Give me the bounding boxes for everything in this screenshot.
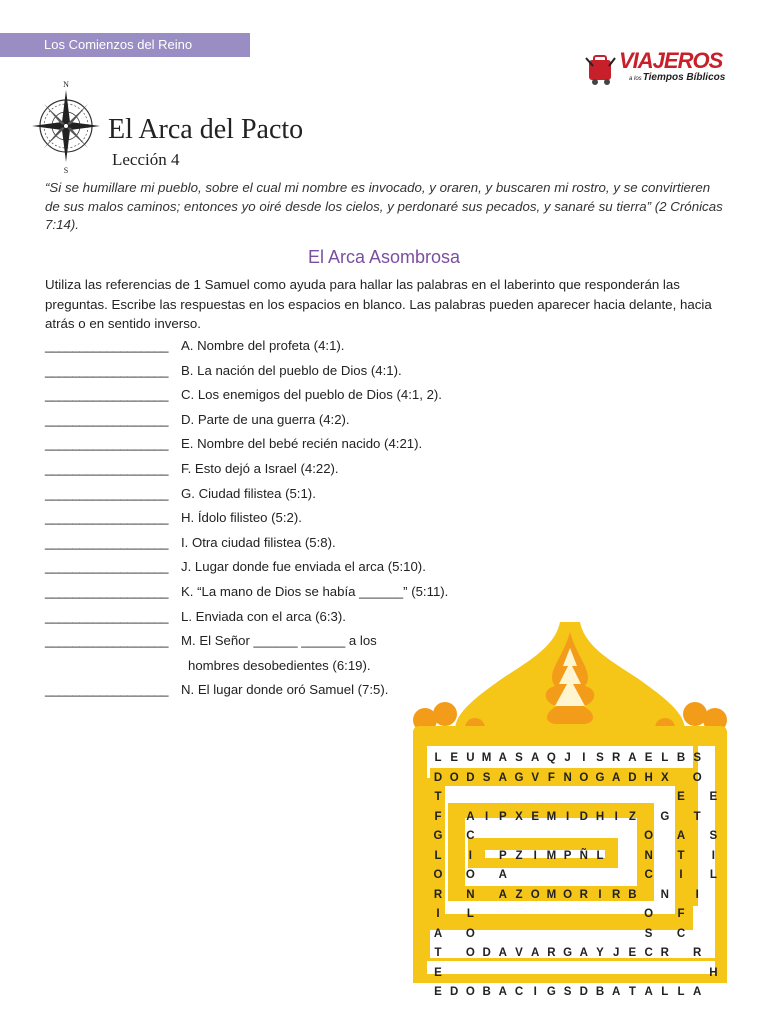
maze-letter: G [514,771,524,784]
maze-letter: A [693,986,702,998]
maze-letter: Y [596,947,604,959]
maze-letter: Ñ [579,849,588,862]
maze-letter: O [530,888,540,901]
maze-letter: C [644,869,653,881]
maze-letter: A [498,986,507,998]
maze-letter: N [660,888,669,901]
maze-letter: I [468,849,472,862]
maze-letter: A [498,869,507,881]
maze-row [429,886,711,906]
question-text: J. Lugar donde fue enviada el arca (5:10). [181,559,426,575]
maze-letter: O [644,830,654,842]
maze-letter: D [579,986,588,998]
maze-letter: M [546,849,557,862]
maze-letter: Z [628,810,636,823]
series-tab: Los Comienzos del Reino [0,33,250,57]
maze-letter: R [693,947,702,959]
maze-letter: L [709,869,717,881]
maze-letter: A [531,752,540,764]
logo [583,48,743,88]
answer-blank[interactable]: __________________ [45,510,169,526]
question-text: E. Nombre del bebé recién nacido (4:21). [181,436,423,452]
activity-title: El Arca Asombrosa [307,247,461,267]
maze-letter: T [693,810,701,823]
question-text: D. Parte de una guerra (4:2). [181,411,350,427]
maze-letter: S [644,927,653,940]
maze-row [429,847,715,867]
maze-letter: A [498,752,507,764]
question-text: F. Esto dejó a Israel (4:22). [181,460,339,476]
maze-letter: V [531,771,540,784]
answer-blank[interactable]: __________________ [45,485,169,501]
maze-letter: S [709,830,718,842]
maze-row [429,983,711,1003]
maze-letter: A [498,888,507,901]
maze-letter: A [579,947,588,959]
maze-row [429,808,711,828]
maze-letter: R [433,888,443,901]
maze-letter: Q [546,752,556,764]
question-item [45,580,505,605]
maze-letter: R [547,947,556,959]
maze-letter: T [434,947,442,959]
maze-letter: O [465,947,475,959]
maze-letter: X [660,771,669,784]
question-text: L. Enviada con el arca (6:3). [181,608,346,624]
maze-letter: U [466,752,475,764]
compass-rose-icon [30,78,102,174]
maze-letter: A [628,752,637,764]
question-item [45,555,505,580]
maze-row [429,788,718,808]
maze-letter: E [531,810,540,823]
maze-letter: D [579,810,588,823]
maze-letter: E [450,752,459,764]
scripture-quote: “Si se humillare mi pueblo, sobre el cual mi nombre es invocado, y oraren, y buscaren mi rostro, y se convirtieren de sus malos caminos; entonces yo oiré desde los cielos, y perdonaré sus pecados, y sanaré su tierra” (2 Crónicas 7:14). [45,180,723,232]
maze-letter: N [466,888,475,901]
maze-letter: B [676,752,686,764]
maze-letter: P [563,849,572,862]
maze-letter: F [547,771,555,784]
maze-letter: J [612,947,620,959]
maze-letter: O [579,771,589,784]
maze-letter: G [433,830,443,842]
answer-blank[interactable]: __________________ [45,583,169,599]
maze-letter: L [466,908,474,920]
maze-row [429,925,711,945]
answer-blank[interactable]: __________________ [45,460,169,476]
maze-letter: D [433,771,443,784]
maze-letter: M [546,888,557,901]
maze-letter: L [434,752,442,764]
maze-letter: E [709,791,718,803]
question-text: B. La nación del pueblo de Dios (4:1). [181,362,402,378]
maze-letter: A [676,830,686,842]
maze-letter: R [612,752,621,764]
logo-subtitle: a losTiempos Bíblicos [629,72,726,83]
activity-instructions: Utiliza las referencias de 1 Samuel como ayuda para hallar las palabras en el laberinto que responderán las preguntas. Escribe las respuestas en los espacios en blanco. Las palabras pueden aparecer hacia delante, hacia atrás o en sentido inverso. [45,277,712,331]
maze-letter: A [612,771,621,784]
maze-letter: G [563,947,573,959]
maze-letter: B [595,986,605,998]
maze-row [429,944,711,964]
maze-letter: C [676,927,686,940]
maze-letter: A [498,947,507,959]
traveler-logo-icon [583,52,619,86]
maze-letter: C [644,947,653,959]
maze-letter: I [436,908,440,920]
maze-letter: D [628,771,637,784]
maze-letter: A [531,947,540,959]
logo-title: VIAJEROS [619,48,723,73]
maze-letter: A [612,986,621,998]
maze-letter: G [546,986,556,998]
compass-north-label: N [63,80,69,89]
maze-letter: D [466,771,475,784]
maze-letter: R [612,888,621,901]
question-item [45,334,505,359]
question-item [45,432,505,457]
word-maze [429,749,718,1003]
maze-letter: B [482,986,491,998]
maze-letter: E [434,986,442,998]
maze-row [429,769,711,789]
maze-row [429,866,717,886]
maze-letter: O [465,986,475,998]
maze-row [429,827,718,847]
maze-row [429,964,718,984]
maze-letter: O [692,771,702,784]
maze-letter: R [579,888,588,901]
answer-blank[interactable]: __________________ [45,338,169,353]
question-text: N. El lugar donde oró Samuel (7:5). [181,682,389,698]
answer-blank[interactable]: __________________ [45,559,169,575]
maze-letter: J [564,752,571,764]
maze-letter: P [498,849,507,862]
maze-letter: I [565,810,570,823]
maze-letter: L [677,986,685,998]
question-item [45,457,505,482]
answer-blank[interactable]: __________________ [45,633,169,649]
question-item [45,482,505,507]
maze-letter: X [515,810,523,823]
compass-south-label: S [63,166,69,174]
maze-letter: O [449,771,459,784]
question-item [45,408,505,433]
maze-letter: G [660,810,670,823]
maze-letter: S [693,752,702,764]
maze-letter: A [644,986,653,998]
question-item [45,506,505,531]
answer-blank[interactable]: __________________ [45,534,169,550]
maze-letter: I [679,869,683,881]
maze-letter: I [711,849,715,862]
maze-letter: Z [515,849,523,862]
maze-letter: R [660,947,669,959]
maze-letter: F [677,908,685,920]
maze-row [429,905,711,925]
maze-letter: V [515,947,523,959]
maze-letter: H [595,810,605,823]
maze-letter: A [433,927,443,940]
maze-letter: L [596,849,604,862]
answer-blank[interactable]: __________________ [45,608,169,624]
maze-letter: E [628,947,637,959]
lesson-number: Lección 4 [112,150,180,169]
maze-letter: I [484,810,489,823]
question-text: H. Ídolo filisteo (5:2). [181,510,302,526]
maze-letter: I [533,849,537,862]
answer-blank[interactable]: __________________ [45,411,169,427]
question-text: A. Nombre del profeta (4:1). [181,338,345,353]
maze-letter: S [482,771,491,784]
maze-letter: S [563,986,572,998]
logo-prefix: a los [629,76,642,82]
question-text: M. El Señor ______ ______ a los [181,633,377,649]
maze-letter: N [563,771,572,784]
maze-letter: S [515,752,523,764]
maze-letter: C [466,830,475,842]
maze-letter: O [563,888,573,901]
answer-blank[interactable]: __________________ [45,387,169,403]
maze-letter: A [498,771,507,784]
maze-letter: M [481,752,492,764]
maze-letter: T [677,849,685,862]
maze-letter: I [695,888,699,901]
maze-letter: P [498,810,507,823]
maze-letter: I [533,986,537,998]
maze-row [429,749,711,769]
question-item [45,359,505,384]
maze-letter: I [614,810,618,823]
maze-letter: L [434,849,442,862]
maze-letter: E [677,791,685,803]
answer-blank[interactable]: __________________ [45,682,169,698]
maze-letter: M [546,810,557,823]
maze-letter: O [433,869,443,881]
maze-letter: A [466,810,475,823]
question-text: G. Ciudad filistea (5:1). [181,485,316,501]
maze-letter: B [628,888,637,901]
maze-letter: O [644,908,654,920]
maze-letter: D [482,947,491,959]
maze-letter: O [465,869,475,881]
maze-letter: O [465,927,475,940]
maze-letter: E [644,752,653,764]
maze-letter: L [661,986,669,998]
answer-blank[interactable]: __________________ [45,436,169,452]
maze-letter: D [450,986,459,998]
question-continuation: hombres desobedientes (6:19). [188,657,371,673]
question-text: K. “La mano de Dios se había ______” (5:11). [181,583,449,599]
maze-letter: C [514,986,524,998]
maze-letter: G [595,771,605,784]
maze-letter: F [434,810,442,823]
answer-blank[interactable]: __________________ [45,362,169,378]
maze-letter: I [598,888,602,901]
maze-letter: N [644,849,653,862]
maze-letter: H [709,966,718,979]
lesson-title: El Arca del Pacto [108,114,304,145]
maze-letter: Z [515,888,523,901]
maze-letter: S [596,752,604,764]
maze-letter: T [628,986,636,998]
maze-letter: I [582,752,586,764]
maze-letter: T [434,791,442,803]
question-text: C. Los enemigos del pueblo de Dios (4:1, 2). [181,387,442,403]
question-item [45,531,505,556]
maze-letter: E [434,966,442,979]
maze-letter: H [644,771,653,784]
maze-letter: L [661,752,669,764]
question-text: I. Otra ciudad filistea (5:8). [181,534,336,550]
question-item [45,383,505,408]
